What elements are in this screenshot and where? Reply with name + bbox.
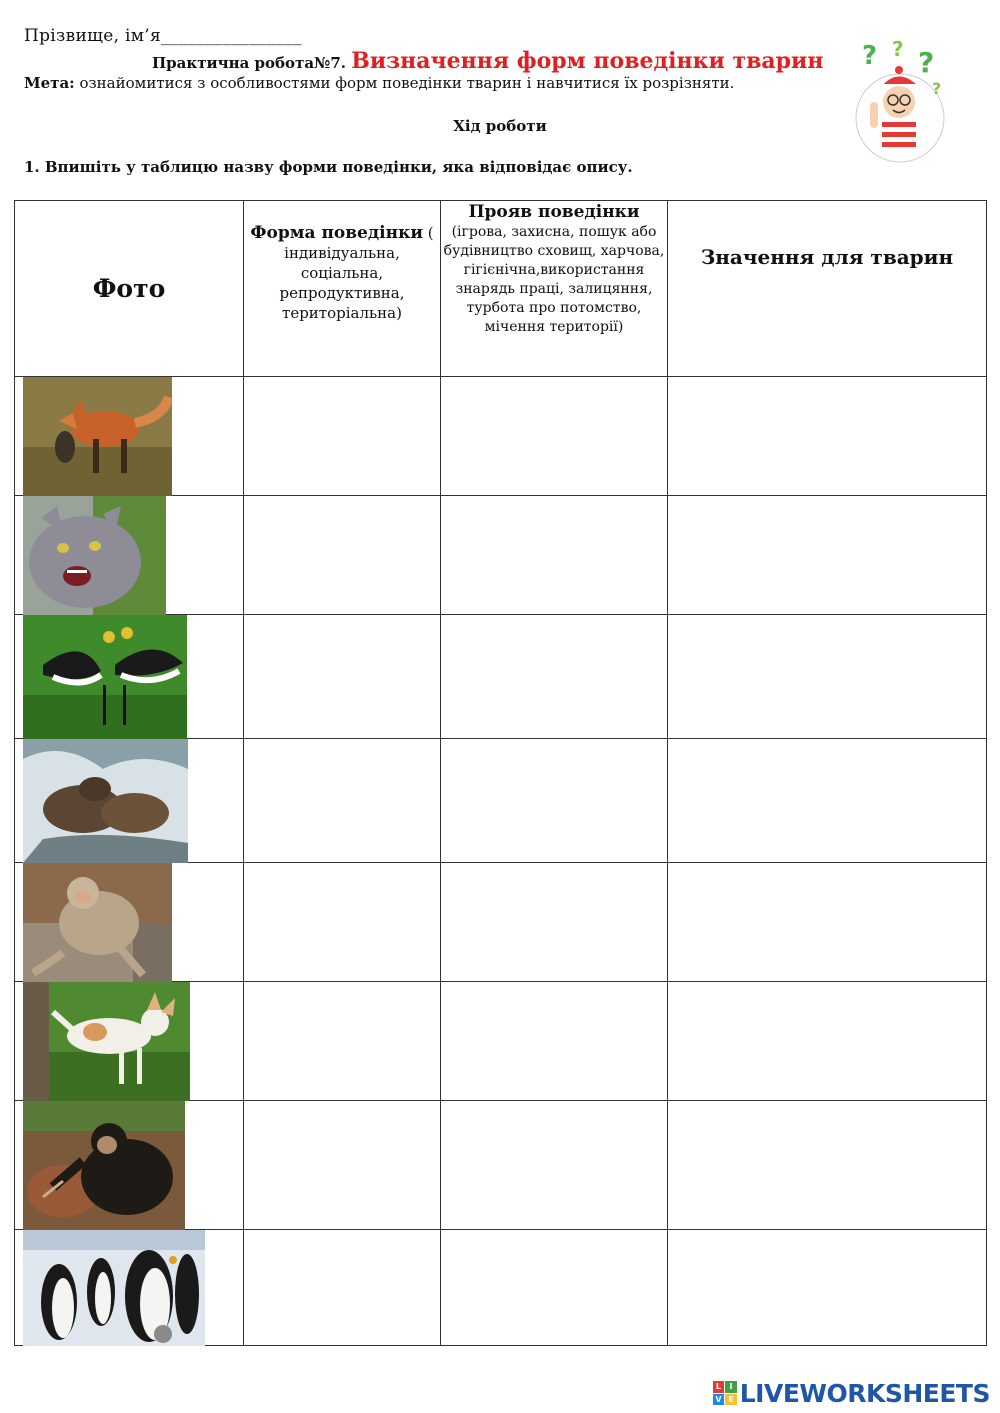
table-header-row bbox=[15, 201, 987, 377]
form-answer-cell[interactable] bbox=[244, 377, 441, 496]
manifestation-answer-cell[interactable] bbox=[441, 615, 668, 739]
meaning-answer-cell[interactable] bbox=[668, 982, 987, 1101]
meaning-answer-cell[interactable] bbox=[668, 863, 987, 982]
work-number-label: Практична робота№7. bbox=[152, 54, 352, 72]
manifestation-answer-cell[interactable] bbox=[441, 377, 668, 496]
badge-letter: L bbox=[713, 1381, 725, 1393]
behavior-table bbox=[14, 200, 987, 1346]
table-row bbox=[15, 1230, 987, 1346]
manifestation-answer-cell[interactable] bbox=[441, 1101, 668, 1230]
progress-heading: Хід роботи bbox=[453, 117, 547, 135]
hissing-cat-photo bbox=[23, 496, 166, 615]
manifestation-answer-cell[interactable] bbox=[441, 982, 668, 1101]
col-header-meaning: Значення для тварин bbox=[668, 201, 987, 377]
svg-text:?: ? bbox=[918, 46, 935, 79]
penguins-with-chick-photo bbox=[23, 1230, 205, 1346]
manifestation-answer-cell[interactable] bbox=[441, 863, 668, 982]
liveworksheets-wordmark: LIVEWORKSHEETS bbox=[739, 1378, 990, 1408]
form-answer-cell[interactable] bbox=[244, 1101, 441, 1230]
crowned-cranes-photo bbox=[23, 615, 187, 739]
goal-text: ознайомитися з особливостями форм поведінки тварин і навчитися їх розрізняти. bbox=[74, 74, 735, 92]
meaning-answer-cell[interactable] bbox=[668, 377, 987, 496]
photo-cell bbox=[15, 377, 244, 496]
manifestation-answer-cell[interactable] bbox=[441, 1230, 668, 1346]
form-answer-cell[interactable] bbox=[244, 739, 441, 863]
form-answer-cell[interactable] bbox=[244, 496, 441, 615]
table-row bbox=[15, 1101, 987, 1230]
col-header-photo: Фото bbox=[15, 201, 244, 377]
meaning-answer-cell[interactable] bbox=[668, 739, 987, 863]
photo-cell bbox=[15, 615, 244, 739]
photo-cell bbox=[15, 1230, 244, 1346]
photo-cell bbox=[15, 496, 244, 615]
badge-letter: E bbox=[725, 1394, 737, 1406]
photo-cell bbox=[15, 982, 244, 1101]
thinking-boy-mascot-icon bbox=[852, 36, 952, 166]
table-row bbox=[15, 496, 987, 615]
col-header-manifestation bbox=[441, 201, 668, 377]
sea-lions-fighting-photo bbox=[23, 739, 188, 863]
chimpanzee-using-stick-photo bbox=[23, 1101, 185, 1230]
work-title: Визначення форм поведінки тварин bbox=[351, 48, 824, 74]
table-row bbox=[15, 739, 987, 863]
meaning-answer-cell[interactable] bbox=[668, 1230, 987, 1346]
monkey-grooming-photo bbox=[23, 863, 172, 982]
form-answer-cell[interactable] bbox=[244, 863, 441, 982]
goal-line bbox=[24, 74, 734, 92]
name-field-line: Прізвище, ім’я________________ bbox=[24, 26, 302, 46]
col-header-form-note: ( індивідуальна, соціальна, репродуктивна, територіальна) bbox=[279, 224, 434, 322]
col-header-form bbox=[244, 201, 441, 377]
fox-with-prey-photo bbox=[23, 377, 172, 496]
table-row bbox=[15, 982, 987, 1101]
col-header-form-title: Форма поведінки bbox=[250, 223, 423, 243]
table-row bbox=[15, 863, 987, 982]
table-row bbox=[15, 377, 987, 496]
liveworksheets-badge-icon bbox=[713, 1381, 737, 1405]
photo-cell bbox=[15, 1101, 244, 1230]
goal-label: Мета: bbox=[24, 74, 75, 92]
liveworksheets-logo bbox=[713, 1378, 990, 1408]
col-header-manifestation-title: Прояв поведінки bbox=[468, 202, 640, 222]
badge-letter: I bbox=[725, 1381, 737, 1393]
dog-marking-tree-photo bbox=[23, 982, 190, 1101]
form-answer-cell[interactable] bbox=[244, 1230, 441, 1346]
form-answer-cell[interactable] bbox=[244, 982, 441, 1101]
col-header-manifestation-note: (ігрова, захисна, пошук або будівництво сховищ, харчова, гігієнічна,використання знарядь праці, залицяння, турбота про потомство, мічення території) bbox=[443, 224, 665, 335]
task-instruction: 1. Впишіть у таблицю назву форми поведінки, яка відповідає опису. bbox=[24, 158, 633, 176]
manifestation-answer-cell[interactable] bbox=[441, 496, 668, 615]
table-row bbox=[15, 615, 987, 739]
form-answer-cell[interactable] bbox=[244, 615, 441, 739]
photo-cell bbox=[15, 863, 244, 982]
manifestation-answer-cell[interactable] bbox=[441, 739, 668, 863]
svg-text:?: ? bbox=[892, 37, 904, 61]
meaning-answer-cell[interactable] bbox=[668, 615, 987, 739]
photo-cell bbox=[15, 739, 244, 863]
meaning-answer-cell[interactable] bbox=[668, 496, 987, 615]
meaning-answer-cell[interactable] bbox=[668, 1101, 987, 1230]
badge-letter: V bbox=[713, 1394, 725, 1406]
worksheet-title bbox=[152, 48, 823, 74]
svg-text:?: ? bbox=[862, 41, 878, 71]
svg-text:?: ? bbox=[932, 79, 942, 98]
